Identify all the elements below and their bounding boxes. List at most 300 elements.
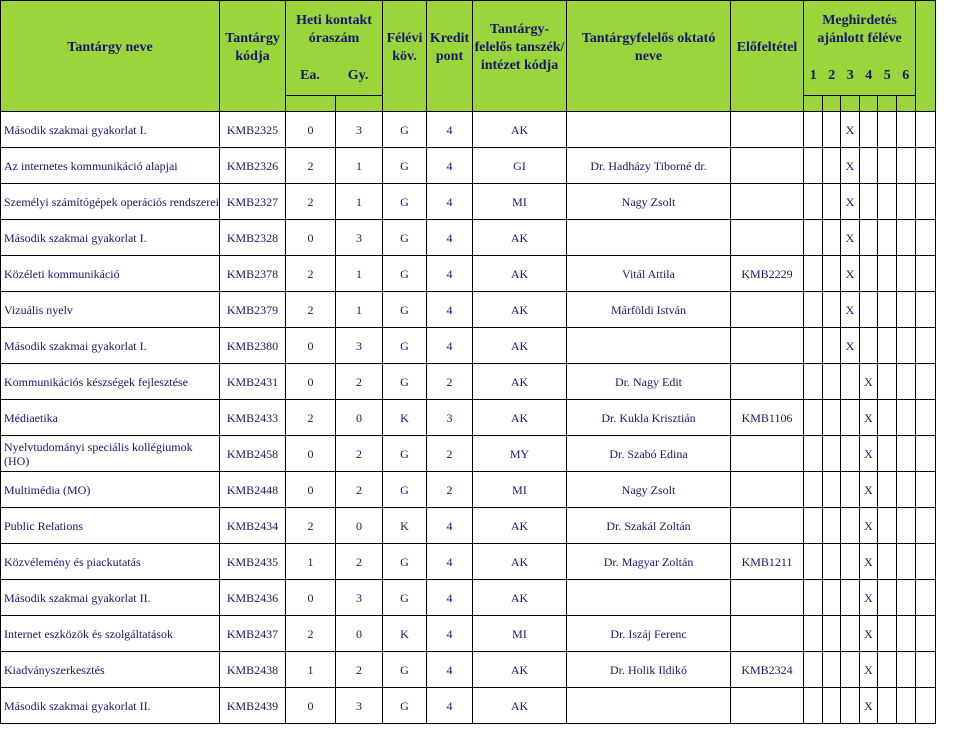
header-semester-label: Meghirdetés ajánlott féléve bbox=[817, 13, 902, 46]
credit-points: 4 bbox=[427, 220, 473, 256]
extra-cell bbox=[916, 688, 936, 724]
teacher-name bbox=[567, 580, 731, 616]
lecture-hours: 2 bbox=[286, 184, 336, 220]
table-row bbox=[1, 256, 960, 292]
semester-cell-3 bbox=[841, 436, 860, 472]
semester-cell-1 bbox=[804, 328, 823, 364]
semester-cell-3 bbox=[841, 472, 860, 508]
course-name: Közéleti kommunikáció bbox=[1, 256, 220, 292]
semester-cell-6 bbox=[897, 472, 916, 508]
course-name: Személyi számítógépek operációs rendszerei bbox=[1, 184, 220, 220]
header-semester bbox=[804, 1, 916, 96]
department-code: AK bbox=[473, 688, 567, 724]
course-name: Az internetes kommunikáció alapjai bbox=[1, 148, 220, 184]
course-name: Második szakmai gyakorlat II. bbox=[1, 688, 220, 724]
exam-type: G bbox=[383, 436, 427, 472]
lecture-hours: 0 bbox=[286, 364, 336, 400]
department-code: AK bbox=[473, 328, 567, 364]
lecture-hours: 2 bbox=[286, 616, 336, 652]
header-course-code: Tantárgy kódja bbox=[220, 1, 286, 96]
course-name: Internet eszközök és szolgáltatások bbox=[1, 616, 220, 652]
semester-cell-2 bbox=[823, 688, 841, 724]
semester-cell-4: X bbox=[860, 652, 878, 688]
header-semester-1: 1 bbox=[809, 68, 817, 83]
course-name: Második szakmai gyakorlat I. bbox=[1, 328, 220, 364]
semester-cell-2 bbox=[823, 220, 841, 256]
exam-type: G bbox=[383, 112, 427, 148]
course-code: KMB2433 bbox=[220, 400, 286, 436]
table-row bbox=[1, 580, 960, 616]
prerequisite: KMB1106 bbox=[731, 400, 804, 436]
semester-cell-2 bbox=[823, 256, 841, 292]
semester-cell-4: X bbox=[860, 364, 878, 400]
table-row bbox=[1, 436, 960, 472]
exam-type: G bbox=[383, 148, 427, 184]
credit-points: 4 bbox=[427, 292, 473, 328]
credit-points: 4 bbox=[427, 184, 473, 220]
department-code: MI bbox=[473, 184, 567, 220]
semester-cell-4 bbox=[860, 184, 878, 220]
prerequisite: KMB1211 bbox=[731, 544, 804, 580]
semester-cell-4: X bbox=[860, 400, 878, 436]
table-row bbox=[1, 616, 960, 652]
semester-cell-3: X bbox=[841, 292, 860, 328]
semester-cell-2 bbox=[823, 544, 841, 580]
semester-cell-5 bbox=[878, 400, 897, 436]
semester-cell-6 bbox=[897, 544, 916, 580]
semester-cell-5 bbox=[878, 580, 897, 616]
header-extra bbox=[916, 1, 936, 96]
lecture-hours: 2 bbox=[286, 256, 336, 292]
practice-hours: 3 bbox=[336, 220, 383, 256]
course-code: KMB2435 bbox=[220, 544, 286, 580]
semester-cell-2 bbox=[823, 508, 841, 544]
extra-cell bbox=[916, 328, 936, 364]
lecture-hours: 1 bbox=[286, 652, 336, 688]
semester-cell-3 bbox=[841, 364, 860, 400]
lecture-hours: 0 bbox=[286, 580, 336, 616]
semester-cell-3: X bbox=[841, 112, 860, 148]
practice-hours: 3 bbox=[336, 688, 383, 724]
semester-cell-6 bbox=[897, 652, 916, 688]
semester-cell-6 bbox=[897, 292, 916, 328]
semester-cell-4: X bbox=[860, 508, 878, 544]
credit-points: 2 bbox=[427, 436, 473, 472]
header-weekly-hours bbox=[286, 1, 383, 96]
extra-cell bbox=[916, 580, 936, 616]
exam-type: K bbox=[383, 616, 427, 652]
prerequisite bbox=[731, 688, 804, 724]
credit-points: 4 bbox=[427, 256, 473, 292]
semester-cell-1 bbox=[804, 292, 823, 328]
prerequisite bbox=[731, 364, 804, 400]
semester-cell-6 bbox=[897, 184, 916, 220]
semester-cell-1 bbox=[804, 112, 823, 148]
semester-cell-6 bbox=[897, 328, 916, 364]
semester-cell-3 bbox=[841, 400, 860, 436]
semester-cell-4: X bbox=[860, 688, 878, 724]
practice-hours: 2 bbox=[336, 472, 383, 508]
header-semester-3: 3 bbox=[846, 68, 854, 83]
header-weekly-hours-label: Heti kontakt óraszám bbox=[296, 13, 372, 46]
table-row bbox=[1, 328, 960, 364]
extra-cell bbox=[916, 436, 936, 472]
extra-cell bbox=[916, 472, 936, 508]
credit-points: 4 bbox=[427, 148, 473, 184]
course-code: KMB2327 bbox=[220, 184, 286, 220]
header-lecture: Ea. bbox=[300, 68, 320, 83]
course-name: Közvélemény és piackutatás bbox=[1, 544, 220, 580]
semester-cell-6 bbox=[897, 220, 916, 256]
prerequisite bbox=[731, 436, 804, 472]
lecture-hours: 2 bbox=[286, 508, 336, 544]
semester-cell-2 bbox=[823, 436, 841, 472]
course-name: Kommunikációs készségek fejlesztése bbox=[1, 364, 220, 400]
lecture-hours: 0 bbox=[286, 220, 336, 256]
table-row bbox=[1, 544, 960, 580]
course-code: KMB2325 bbox=[220, 112, 286, 148]
teacher-name: Dr. Szakál Zoltán bbox=[567, 508, 731, 544]
lecture-hours: 0 bbox=[286, 436, 336, 472]
course-name: Public Relations bbox=[1, 508, 220, 544]
semester-cell-5 bbox=[878, 688, 897, 724]
extra-cell bbox=[916, 112, 936, 148]
exam-type: G bbox=[383, 580, 427, 616]
semester-cell-1 bbox=[804, 616, 823, 652]
teacher-name: Dr. Iszáj Ferenc bbox=[567, 616, 731, 652]
header-semester-5: 5 bbox=[883, 68, 891, 83]
semester-cell-1 bbox=[804, 220, 823, 256]
credit-points: 4 bbox=[427, 652, 473, 688]
semester-cell-4 bbox=[860, 328, 878, 364]
practice-hours: 0 bbox=[336, 508, 383, 544]
semester-cell-1 bbox=[804, 508, 823, 544]
semester-cell-3 bbox=[841, 616, 860, 652]
semester-cell-2 bbox=[823, 652, 841, 688]
practice-hours: 1 bbox=[336, 292, 383, 328]
course-code: KMB2328 bbox=[220, 220, 286, 256]
table-row bbox=[1, 688, 960, 724]
semester-cell-4 bbox=[860, 256, 878, 292]
course-name: Második szakmai gyakorlat I. bbox=[1, 220, 220, 256]
exam-type: G bbox=[383, 184, 427, 220]
teacher-name: Nagy Zsolt bbox=[567, 472, 731, 508]
table-row bbox=[1, 400, 960, 436]
department-code: AK bbox=[473, 580, 567, 616]
table-row bbox=[1, 292, 960, 328]
lecture-hours: 0 bbox=[286, 472, 336, 508]
semester-cell-5 bbox=[878, 616, 897, 652]
exam-type: K bbox=[383, 400, 427, 436]
course-name: Médiaetika bbox=[1, 400, 220, 436]
semester-cell-1 bbox=[804, 184, 823, 220]
semester-cell-6 bbox=[897, 364, 916, 400]
semester-cell-5 bbox=[878, 508, 897, 544]
semester-cell-2 bbox=[823, 400, 841, 436]
semester-cell-6 bbox=[897, 580, 916, 616]
header-course-name: Tantárgy neve bbox=[1, 1, 220, 96]
header-exam-type: Félévi köv. bbox=[383, 1, 427, 96]
course-code: KMB2434 bbox=[220, 508, 286, 544]
prerequisite bbox=[731, 220, 804, 256]
header-prerequisite: Előfeltétel bbox=[731, 1, 804, 96]
extra-cell bbox=[916, 292, 936, 328]
credit-points: 4 bbox=[427, 616, 473, 652]
exam-type: G bbox=[383, 256, 427, 292]
header-semester-6: 6 bbox=[902, 68, 910, 83]
department-code: MI bbox=[473, 616, 567, 652]
extra-cell bbox=[916, 544, 936, 580]
semester-cell-5 bbox=[878, 652, 897, 688]
semester-cell-2 bbox=[823, 112, 841, 148]
teacher-name: Márföldi István bbox=[567, 292, 731, 328]
header-practice: Gy. bbox=[347, 68, 369, 83]
semester-cell-4 bbox=[860, 148, 878, 184]
semester-cell-3 bbox=[841, 688, 860, 724]
table-row bbox=[1, 220, 960, 256]
department-code: AK bbox=[473, 400, 567, 436]
semester-cell-2 bbox=[823, 472, 841, 508]
extra-cell bbox=[916, 364, 936, 400]
exam-type: G bbox=[383, 652, 427, 688]
credit-points: 2 bbox=[427, 472, 473, 508]
prerequisite bbox=[731, 328, 804, 364]
lecture-hours: 2 bbox=[286, 400, 336, 436]
course-name: Második szakmai gyakorlat II. bbox=[1, 580, 220, 616]
extra-cell bbox=[916, 616, 936, 652]
lecture-hours: 0 bbox=[286, 328, 336, 364]
department-code: GI bbox=[473, 148, 567, 184]
practice-hours: 1 bbox=[336, 256, 383, 292]
department-code: AK bbox=[473, 292, 567, 328]
table-row bbox=[1, 112, 960, 148]
course-code: KMB2436 bbox=[220, 580, 286, 616]
teacher-name: Dr. Hadházy Tiborné dr. bbox=[567, 148, 731, 184]
department-code: AK bbox=[473, 112, 567, 148]
department-code: AK bbox=[473, 508, 567, 544]
semester-cell-2 bbox=[823, 616, 841, 652]
semester-cell-1 bbox=[804, 688, 823, 724]
semester-cell-5 bbox=[878, 292, 897, 328]
practice-hours: 2 bbox=[336, 544, 383, 580]
prerequisite bbox=[731, 580, 804, 616]
teacher-name bbox=[567, 112, 731, 148]
table-row bbox=[1, 184, 960, 220]
practice-hours: 1 bbox=[336, 184, 383, 220]
teacher-name: Dr. Holik Ildikó bbox=[567, 652, 731, 688]
semester-cell-1 bbox=[804, 580, 823, 616]
header-semester-4: 4 bbox=[865, 68, 873, 83]
semester-cell-3 bbox=[841, 508, 860, 544]
table-row bbox=[1, 148, 960, 184]
semester-cell-5 bbox=[878, 256, 897, 292]
extra-cell bbox=[916, 508, 936, 544]
course-name: Második szakmai gyakorlat I. bbox=[1, 112, 220, 148]
credit-points: 4 bbox=[427, 544, 473, 580]
header-semester-2: 2 bbox=[828, 68, 836, 83]
semester-cell-1 bbox=[804, 256, 823, 292]
teacher-name: Dr. Szabó Edina bbox=[567, 436, 731, 472]
department-code: AK bbox=[473, 544, 567, 580]
teacher-name: Nagy Zsolt bbox=[567, 184, 731, 220]
semester-cell-3 bbox=[841, 652, 860, 688]
course-code: KMB2437 bbox=[220, 616, 286, 652]
exam-type: G bbox=[383, 688, 427, 724]
semester-cell-5 bbox=[878, 436, 897, 472]
extra-cell bbox=[916, 256, 936, 292]
practice-hours: 0 bbox=[336, 616, 383, 652]
semester-cell-5 bbox=[878, 184, 897, 220]
teacher-name bbox=[567, 220, 731, 256]
lecture-hours: 0 bbox=[286, 688, 336, 724]
prerequisite bbox=[731, 472, 804, 508]
course-name: Vizuális nyelv bbox=[1, 292, 220, 328]
practice-hours: 3 bbox=[336, 580, 383, 616]
department-code: AK bbox=[473, 220, 567, 256]
exam-type: G bbox=[383, 328, 427, 364]
semester-cell-6 bbox=[897, 148, 916, 184]
credit-points: 4 bbox=[427, 580, 473, 616]
semester-cell-2 bbox=[823, 328, 841, 364]
semester-cell-3 bbox=[841, 544, 860, 580]
extra-cell bbox=[916, 400, 936, 436]
department-code: AK bbox=[473, 364, 567, 400]
credit-points: 2 bbox=[427, 364, 473, 400]
credit-points: 4 bbox=[427, 328, 473, 364]
semester-cell-6 bbox=[897, 688, 916, 724]
exam-type: G bbox=[383, 544, 427, 580]
prerequisite bbox=[731, 112, 804, 148]
semester-cell-2 bbox=[823, 148, 841, 184]
prerequisite: KMB2324 bbox=[731, 652, 804, 688]
extra-cell bbox=[916, 220, 936, 256]
course-code: KMB2379 bbox=[220, 292, 286, 328]
semester-cell-4: X bbox=[860, 436, 878, 472]
semester-cell-4 bbox=[860, 292, 878, 328]
header-teacher: Tantárgyfelelős oktató neve bbox=[567, 1, 731, 96]
course-code: KMB2378 bbox=[220, 256, 286, 292]
prerequisite bbox=[731, 508, 804, 544]
prerequisite bbox=[731, 292, 804, 328]
department-code: MY bbox=[473, 436, 567, 472]
lecture-hours: 2 bbox=[286, 292, 336, 328]
exam-type: G bbox=[383, 364, 427, 400]
semester-cell-5 bbox=[878, 220, 897, 256]
semester-cell-1 bbox=[804, 148, 823, 184]
department-code: AK bbox=[473, 256, 567, 292]
extra-cell bbox=[916, 148, 936, 184]
course-name: Nyelvtudományi speciális kollégiumok (HO) bbox=[1, 436, 220, 472]
extra-cell bbox=[916, 184, 936, 220]
course-code: KMB2438 bbox=[220, 652, 286, 688]
semester-cell-4 bbox=[860, 220, 878, 256]
semester-cell-5 bbox=[878, 328, 897, 364]
exam-type: G bbox=[383, 472, 427, 508]
practice-hours: 3 bbox=[336, 112, 383, 148]
semester-cell-5 bbox=[878, 148, 897, 184]
department-code: MI bbox=[473, 472, 567, 508]
lecture-hours: 1 bbox=[286, 544, 336, 580]
semester-cell-1 bbox=[804, 364, 823, 400]
teacher-name: Dr. Kukla Krisztián bbox=[567, 400, 731, 436]
semester-cell-6 bbox=[897, 112, 916, 148]
header-department: Tantárgy-felelős tanszék/ intézet kódja bbox=[473, 1, 567, 96]
semester-cell-4: X bbox=[860, 544, 878, 580]
prerequisite bbox=[731, 184, 804, 220]
semester-cell-4: X bbox=[860, 580, 878, 616]
semester-cell-3: X bbox=[841, 184, 860, 220]
course-code: KMB2380 bbox=[220, 328, 286, 364]
semester-cell-3 bbox=[841, 580, 860, 616]
course-code: KMB2431 bbox=[220, 364, 286, 400]
semester-cell-6 bbox=[897, 436, 916, 472]
lecture-hours: 0 bbox=[286, 112, 336, 148]
course-name: Kiadványszerkesztés bbox=[1, 652, 220, 688]
table-row bbox=[1, 364, 960, 400]
semester-cell-5 bbox=[878, 364, 897, 400]
practice-hours: 2 bbox=[336, 436, 383, 472]
table-row bbox=[1, 472, 960, 508]
semester-cell-1 bbox=[804, 544, 823, 580]
extra-cell bbox=[916, 652, 936, 688]
semester-cell-1 bbox=[804, 472, 823, 508]
semester-cell-5 bbox=[878, 544, 897, 580]
semester-cell-2 bbox=[823, 580, 841, 616]
semester-cell-1 bbox=[804, 652, 823, 688]
teacher-name: Dr. Nagy Edit bbox=[567, 364, 731, 400]
credit-points: 4 bbox=[427, 508, 473, 544]
semester-cell-3: X bbox=[841, 256, 860, 292]
course-code: KMB2439 bbox=[220, 688, 286, 724]
semester-cell-6 bbox=[897, 400, 916, 436]
course-code: KMB2448 bbox=[220, 472, 286, 508]
semester-cell-5 bbox=[878, 112, 897, 148]
semester-cell-2 bbox=[823, 364, 841, 400]
semester-cell-1 bbox=[804, 400, 823, 436]
exam-type: G bbox=[383, 292, 427, 328]
department-code: AK bbox=[473, 652, 567, 688]
semester-cell-6 bbox=[897, 616, 916, 652]
header-credit: Kredit pont bbox=[427, 1, 473, 96]
table-row bbox=[1, 652, 960, 688]
credit-points: 4 bbox=[427, 688, 473, 724]
practice-hours: 2 bbox=[336, 364, 383, 400]
table-row bbox=[1, 508, 960, 544]
practice-hours: 2 bbox=[336, 652, 383, 688]
semester-cell-4: X bbox=[860, 472, 878, 508]
semester-cell-3: X bbox=[841, 328, 860, 364]
semester-cell-2 bbox=[823, 292, 841, 328]
credit-points: 4 bbox=[427, 112, 473, 148]
course-name: Multimédia (MO) bbox=[1, 472, 220, 508]
practice-hours: 0 bbox=[336, 400, 383, 436]
semester-cell-4: X bbox=[860, 616, 878, 652]
course-code: KMB2326 bbox=[220, 148, 286, 184]
lecture-hours: 2 bbox=[286, 148, 336, 184]
credit-points: 3 bbox=[427, 400, 473, 436]
semester-cell-6 bbox=[897, 508, 916, 544]
practice-hours: 1 bbox=[336, 148, 383, 184]
teacher-name: Vitál Attila bbox=[567, 256, 731, 292]
semester-cell-4 bbox=[860, 112, 878, 148]
semester-cell-5 bbox=[878, 472, 897, 508]
teacher-name bbox=[567, 688, 731, 724]
semester-cell-2 bbox=[823, 184, 841, 220]
semester-cell-1 bbox=[804, 436, 823, 472]
prerequisite: KMB2229 bbox=[731, 256, 804, 292]
exam-type: K bbox=[383, 508, 427, 544]
course-code: KMB2458 bbox=[220, 436, 286, 472]
